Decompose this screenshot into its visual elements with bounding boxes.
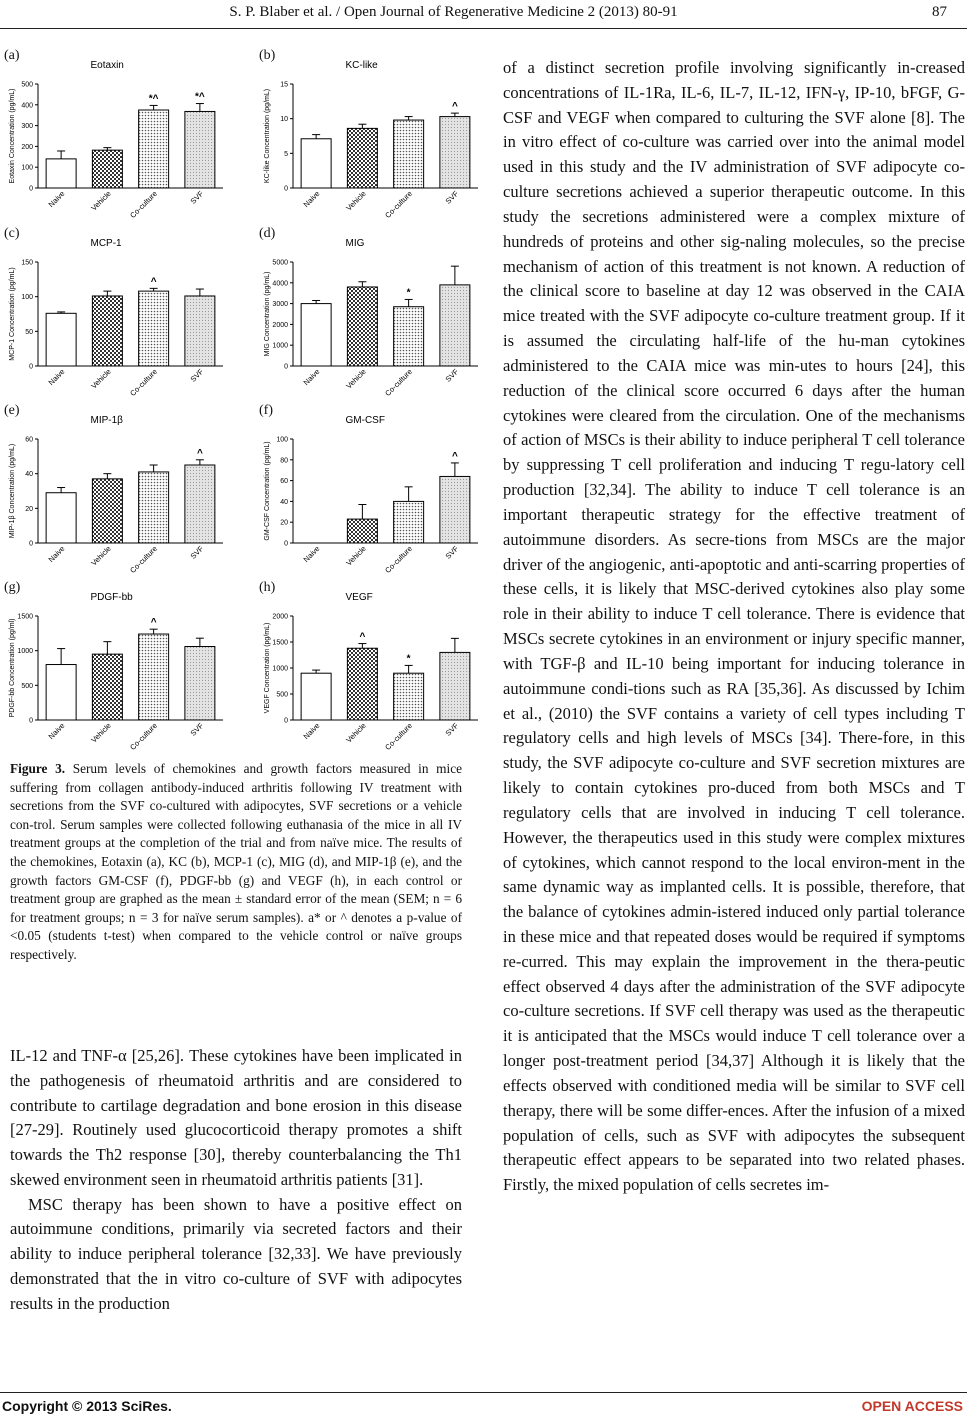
chart-panel [0,580,240,750]
significance-mark: ^ [359,631,366,643]
x-tick-label: Vehicle [89,721,113,745]
y-axis-label: KC-like Concentration (pg/mL) [264,88,271,184]
figure-3 [0,48,490,760]
bar-chart [255,48,495,218]
page-footer [0,1392,967,1418]
x-tick-label: Co-culture [128,189,160,220]
bar [440,476,470,543]
bar-chart [255,403,495,573]
y-axis-label: PDGF-bb Concentration (pg/ml) [9,618,16,718]
body-right-column [503,56,965,1198]
x-tick-label: Vehicle [89,544,113,568]
chart-title: Eotaxin [90,60,124,71]
y-axis-label: GM-CSF Concentration (pg/mL) [264,441,271,541]
chart-title: PDGF-bb [90,592,133,603]
paragraph: MSC therapy has been shown to have a positive effect on autoimmune conditions, primarily via secreted factors and their ability to induce peripheral tolerance [32,33]. We have previously demonstrated that the in vitro co-culture of SVF with adipocytes results in the production [10,1194,462,1313]
x-tick-label: Vehicle [344,189,368,213]
panel-label: (e) [4,403,20,418]
y-tick-label: 100 [21,164,33,172]
x-tick-label: Vehicle [344,544,368,568]
x-tick-label: SVF [443,367,461,384]
significance-mark: ^ [150,276,157,288]
x-tick-label: Vehicle [89,189,113,213]
panel-label: (h) [259,580,276,595]
x-tick-label: SVF [443,189,461,206]
bar [347,287,377,366]
x-tick-label: SVF [188,721,206,738]
y-tick-label: 1000 [272,665,288,673]
bar [394,501,424,543]
panel-label: (b) [259,48,276,63]
bar [440,117,470,188]
bar [347,128,377,188]
y-tick-label: 40 [280,498,288,506]
significance-mark: ^ [150,617,157,629]
x-tick-label: Co-culture [383,721,415,752]
significance-mark: * [406,287,411,299]
x-tick-label: SVF [443,721,461,738]
bar [301,139,331,188]
bar [92,150,122,188]
x-tick-label: Co-culture [383,367,415,398]
bar-chart [0,226,240,396]
x-tick-label: Naive [46,544,67,564]
y-tick-label: 300 [21,123,33,131]
bar-chart [255,580,495,750]
bar [394,307,424,366]
page-number: 87 [932,4,947,20]
x-tick-label: SVF [188,367,206,384]
chart-panel [0,48,240,218]
y-tick-label: 0 [29,717,33,725]
y-tick-label: 0 [284,185,288,193]
bar [92,479,122,543]
x-tick-label: Naive [46,721,67,741]
bar [139,291,169,366]
bar [139,472,169,543]
y-tick-label: 2000 [272,613,288,621]
running-head [0,0,967,29]
bar [301,304,331,366]
y-tick-label: 10 [280,116,288,124]
panel-label: (g) [4,580,21,595]
x-tick-label: Co-culture [128,721,160,752]
bar-chart [0,403,240,573]
bar [92,654,122,720]
bar-chart [0,48,240,218]
y-tick-label: 15 [280,81,288,89]
y-axis-label: MIG Concentration (pg/mL) [264,271,271,357]
y-tick-label: 1500 [17,613,33,621]
x-tick-label: Naive [301,721,322,741]
bar [46,159,76,188]
significance-mark: * [406,653,411,665]
y-tick-label: 5 [284,150,288,158]
bar [185,647,215,720]
y-axis-label: MIP-1β Concentration (pg/mL) [9,443,16,539]
copyright: Copyright © 2013 SciRes. [2,1398,172,1414]
significance-mark: ^ [451,101,458,113]
y-axis-label: VEGF Concentration (pg/mL) [264,622,271,714]
chart-panel [255,580,495,750]
y-tick-label: 50 [25,328,33,336]
y-tick-label: 500 [21,81,33,89]
y-tick-label: 40 [25,471,33,479]
y-tick-label: 0 [284,717,288,725]
x-tick-label: Co-culture [128,367,160,398]
bar [440,285,470,366]
chart-title: MIG [345,238,365,249]
x-tick-label: Naive [301,367,322,387]
bar [440,652,470,720]
bar [139,110,169,188]
bar [301,673,331,720]
y-axis-label: MCP-1 Concentration (pg/mL) [9,267,16,361]
y-tick-label: 100 [21,294,33,302]
significance-mark: *^ [148,93,159,105]
y-tick-label: 200 [21,143,33,151]
chart-panel [255,403,495,573]
y-tick-label: 0 [284,540,288,548]
y-axis-label: Eotaxin Concentration (pg/mL) [9,88,16,184]
y-tick-label: 20 [280,519,288,527]
x-tick-label: Co-culture [383,544,415,575]
significance-mark: *^ [195,91,205,103]
chart-title: GM-CSF [345,415,385,426]
bar [185,465,215,543]
chart-panel [0,403,240,573]
y-tick-label: 60 [25,436,33,444]
panel-label: (f) [259,403,273,418]
chart-panel [255,226,495,396]
y-tick-label: 4000 [272,280,288,288]
x-tick-label: Naive [301,189,322,209]
bar [394,673,424,720]
x-tick-label: Vehicle [344,367,368,391]
y-tick-label: 80 [280,457,288,465]
paragraph: of a distinct secretion profile involving significantly in-creased concentrations of IL-1Ra, IL-6, IL-7, IL-12, IFN-γ, IP-10, bFGF, G-CSF and VEGF when compared to culturing the SVF alone [8]. The in vitro effect of co-culture was carried over into the animal model used in this study and the IV administration of SVF adipocyte co-culture secretions achieved a superior therapeutic outcome. In this study the secretions administered were a complex mixture of hundreds of proteins and other sig-naling molecules, so the precise mechanism of action of this treatment is not known. A reduction of the clinical score to baseline at day 12 was observed in the CAIA mice treated with the SVF adipocyte co-culture treatment group. If it is assumed the circulating half-life of the hu-man cytokines administered to the CAIA mice was min-utes to hours [24], this reduction of the clinical score occurred 6 days after the human cytokines were cleared from the circulation. One of the mechanisms of action of MSCs is their ability to induce peripheral T cell tolerance by suppressing T cell proliferation and inducing T regu-latory cell production [32,34]. The ability to induce T cell tolerance is an important therapeutic strategy for the effective treatment of autoimmune disorders. As secre-tions from MSCs are the major driver of the angiogenic, anti-apoptotic and anti-scarring properties of these cells, it is likely that MSC-derived cytokines also play some role in their ability to induce T cell tolerance. There is evidence that MSCs secrete cytokines in an environment or injury specific manner, with TGF-β and IL-10 being important for inducing tolerance in autoimmune condi-tions such as RA [35,36]. As discussed by Ichim et al., (2010) the SVF contains a variety of cell types including T regulatory cells and high levels of MSCs [34]. There-fore, in this study, the SVF adipocyte co-culture and SVF secretion mixtures are likely to contain cytokines pro-duced from both MSCs and T regulatory cells that are involved in inducing T cell tolerance. However, the therapeutics used in this study were complex mixtures of cytokines, which cannot respond to the local environ-ment in the same dynamic way as implanted cells. It is possible, therefore, that the balance of cytokines admin-istered induced only partial tolerance in these mice and that repeated doses would be required if symptoms re-curred. This may explain the improvement in the thera-peutic effect observed 4 days after the administration of the SVF adipocyte co-culture secretions. If SVF cell therapy was used as the therapeutic it is anticipated that the MSCs would induce T cell tolerance over a longer post-treatment period [34,37] Although it is likely that the effects observed with conditioned media will be similar to SVF cell therapy, there will be some differ-ences. After the infusion of a mixed population of cells, such as SVF with adipocytes the subsequent therapeutic effect appears to be separated into two related phases. Firstly, the mixed population of cells secretes im- [503,58,965,1195]
significance-mark: ^ [196,447,203,459]
x-tick-label: SVF [188,189,206,206]
bar [46,493,76,543]
running-title: S. P. Blaber et al. / Open Journal of Regenerative Medicine 2 (2013) 80-91 [229,4,678,20]
chart-title: MCP-1 [90,238,122,249]
y-tick-label: 3000 [272,301,288,309]
x-tick-label: SVF [443,544,461,561]
significance-mark: ^ [451,450,458,462]
bar [347,648,377,720]
x-tick-label: Co-culture [383,189,415,220]
bar [46,313,76,366]
bar [46,665,76,720]
y-tick-label: 60 [280,478,288,486]
x-tick-label: Vehicle [344,721,368,745]
figure-caption [10,760,462,965]
paragraph: IL-12 and TNF-α [25,26]. These cytokines have been implicated in the pathogenesis of rheumatoid arthritis and are considered to contribute to cartilage degradation and bone erosion in this disease [27-29]. Routinely used glucocorticoid therapy promotes a shift towards the Th2 response [30], thereby counterbalancing the Th1 skewed environment seen in rheumatoid arthritis patients [31]. [10,1046,462,1189]
caption-text: Serum levels of chemokines and growth factors measured in mice suffering from collagen antibody-induced arthritis following IV treatment with secretions from the SVF co-cultured with adipocytes, SVF secretions or a vehicle con-trol. Serum samples were collected following euthanasia of the mice in all IV treatment groups at the completion of the trial and from naïve mice. The results of the chemokines, Eotaxin (a), KC (b), MCP-1 (c), MIG (d), and MIP-1β (e), and the growth factors GM-CSF (f), PDGF-bb (g) and VEGF (h), in each control or treatment group are graphed as the mean ± standard error of the mean (SEM; n = 6 for treatment groups; n = 3 for naïve serum samples). a* or ^ denotes a p-value of <0.05 (students t-test) when compared to the vehicle control or naïve groups respectively. [10,761,462,963]
chart-title: KC-like [345,60,378,71]
chart-title: VEGF [345,592,373,603]
y-tick-label: 0 [29,185,33,193]
panel-label: (a) [4,48,20,63]
x-tick-label: Naive [46,189,67,209]
x-tick-label: Vehicle [89,367,113,391]
chart-panel [0,226,240,396]
y-tick-label: 1500 [272,639,288,647]
y-tick-label: 1000 [272,342,288,350]
bar [139,634,169,720]
y-tick-label: 400 [21,102,33,110]
x-tick-label: Naive [46,367,67,387]
body-left-column [10,1044,462,1316]
y-tick-label: 2000 [272,321,288,329]
caption-label: Figure 3. [10,761,66,776]
bar-chart [0,580,240,750]
y-tick-label: 100 [276,436,288,444]
bar-chart [255,226,495,396]
bar [185,296,215,366]
chart-title: MIP-1β [90,415,123,426]
chart-panel [255,48,495,218]
y-tick-label: 150 [21,259,33,267]
bar [185,111,215,188]
y-tick-label: 500 [21,682,33,690]
open-access-label: OPEN ACCESS [861,1398,963,1414]
y-tick-label: 0 [29,363,33,371]
panel-label: (c) [4,226,20,241]
y-tick-label: 20 [25,505,33,513]
x-tick-label: SVF [188,544,206,561]
y-tick-label: 0 [29,540,33,548]
y-tick-label: 500 [276,691,288,699]
panel-label: (d) [259,226,276,241]
x-tick-label: Co-culture [128,544,160,575]
y-tick-label: 5000 [272,259,288,267]
bar [394,120,424,188]
x-tick-label: Naive [301,544,322,564]
bar [92,296,122,366]
y-tick-label: 0 [284,363,288,371]
bar [347,519,377,543]
y-tick-label: 1000 [17,648,33,656]
